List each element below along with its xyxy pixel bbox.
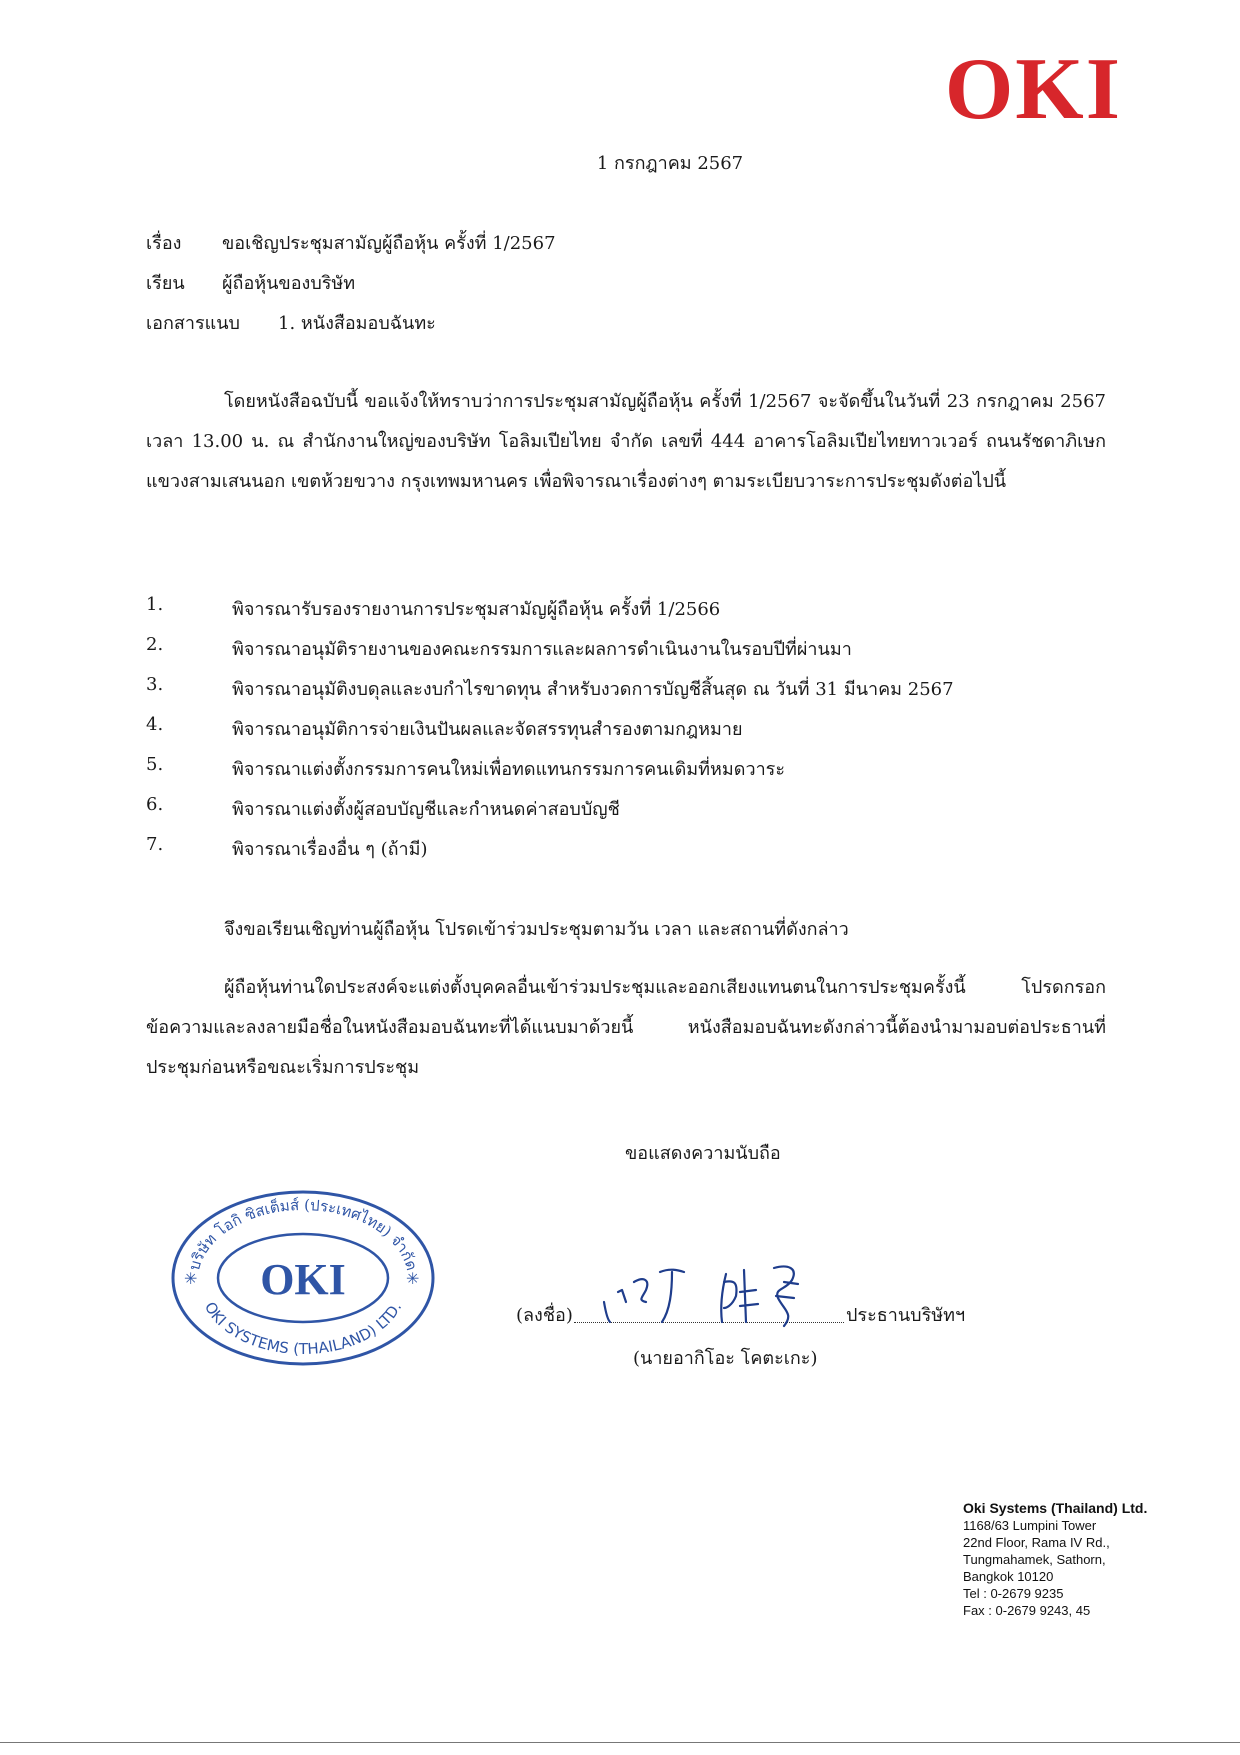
- footer-tel: Tel : 0-2679 9235: [963, 1586, 1064, 1601]
- stamp-top-text: บริษัท โอกิ ซิสเต็มส์ (ประเทศไทย) จำกัด: [185, 1195, 421, 1273]
- footer-address-line: Tungmahamek, Sathorn,: [963, 1552, 1106, 1567]
- attachment-text: 1. หนังสือมอบฉันทะ: [278, 313, 436, 334]
- svg-text:✳: ✳: [406, 1269, 420, 1288]
- agenda-text: พิจารณาเรื่องอื่น ๆ (ถ้ามี): [232, 839, 428, 860]
- company-stamp: [168, 1188, 438, 1368]
- handwritten-signature: [598, 1262, 828, 1332]
- closing-text: ขอแสดงความนับถือ: [625, 1143, 781, 1164]
- footer-fax: Fax : 0-2679 9243, 45: [963, 1603, 1091, 1618]
- agenda-text: พิจารณาแต่งตั้งผู้สอบบัญชีและกำหนดค่าสอบบัญชี: [232, 799, 620, 820]
- agenda-text: พิจารณารับรองรายงานการประชุมสามัญผู้ถือหุ้น ครั้งที่ 1/2566: [232, 599, 721, 620]
- stamp-bottom-text: OKI SYSTEMS (THAILAND) LTD.: [200, 1298, 406, 1359]
- agenda-text: พิจารณาอนุมัติรายงานของคณะกรรมการและผลการดำเนินงานในรอบปีที่ผ่านมา: [232, 639, 852, 660]
- agenda-number: 4.: [146, 714, 164, 735]
- proxy-paragraph: ผู้ถือหุ้นท่านใดประสงค์จะแต่งตั้งบุคคลอื่นเข้าร่วมประชุมและออกเสียงแทนตนในการประชุมครั้งนี้ โปรดกรอกข้อความและลงลายมือชื่อในหนังสือมอบฉันทะที่ได้แนบมาด้วยนี้ หนังสือมอบฉันทะดังกล่าวนี้ต้องนำมามอบต่อประธานที่ประชุมก่อนหรือขณะเริ่มการประชุม: [146, 977, 1106, 1078]
- company-address: [963, 1500, 1203, 1619]
- agenda-number: 7.: [146, 834, 164, 855]
- agenda-number: 6.: [146, 794, 164, 815]
- signatory-name: (นายอากิโอะ โคตะเกะ): [633, 1348, 818, 1369]
- agenda-text: พิจารณาอนุมัติงบดุลและงบกำไรขาดทุน สำหรับงวดการบัญชีสิ้นสุด ณ วันที่ 31 มีนาคม 2567: [232, 679, 954, 700]
- agenda-number: 2.: [146, 634, 164, 655]
- agenda-text: พิจารณาแต่งตั้งกรรมการคนใหม่เพื่อทดแทนกรรมการคนเดิมที่หมดวาระ: [232, 759, 786, 780]
- invitation-text: จึงขอเรียนเชิญท่านผู้ถือหุ้น โปรดเข้าร่วมประชุมตามวัน เวลา และสถานที่ดังกล่าว: [224, 919, 849, 940]
- to-label: เรียน: [146, 273, 185, 294]
- letter-date: 1 กรกฎาคม 2567: [596, 153, 744, 174]
- agenda-number: 5.: [146, 754, 164, 775]
- footer-company: Oki Systems (Thailand) Ltd.: [963, 1500, 1148, 1516]
- footer-address-line: Bangkok 10120: [963, 1569, 1054, 1584]
- to-text: ผู้ถือหุ้นของบริษัท: [222, 273, 356, 294]
- oki-logo: OKI: [944, 41, 1122, 138]
- bottom-divider: [0, 1742, 1240, 1743]
- subject-text: ขอเชิญประชุมสามัญผู้ถือหุ้น ครั้งที่ 1/2567: [222, 233, 556, 254]
- footer-address-line: 22nd Floor, Rama IV Rd.,: [963, 1535, 1110, 1550]
- sign-label: (ลงชื่อ): [516, 1305, 573, 1326]
- agenda-number: 3.: [146, 674, 164, 695]
- intro-paragraph: โดยหนังสือฉบับนี้ ขอแจ้งให้ทราบว่าการประชุมสามัญผู้ถือหุ้น ครั้งที่ 1/2567 จะจัดขึ้นในวันที่ 23 กรกฎาคม 2567 เวลา 13.00 น. ณ สำนักงานใหญ่ของบริษัท โอลิมเปียไทย จำกัด เลขที่ 444 อาคารโอลิมเปียไทยทาวเวอร์ ถนนรัชดาภิเษก แขวงสามเสนนอก เขตห้วยขวาง กรุงเทพมหานคร เพื่อพิจารณาเรื่องต่างๆ ตามระเบียบวาระการประชุมดังต่อไปนี้: [146, 391, 1106, 492]
- agenda-number: 1.: [146, 594, 164, 615]
- stamp-center-text: OKI: [260, 1255, 346, 1304]
- footer-address-line: 1168/63 Lumpini Tower: [963, 1518, 1097, 1533]
- subject-label: เรื่อง: [146, 233, 182, 254]
- attachment-label: เอกสารแนบ: [146, 313, 240, 334]
- agenda-text: พิจารณาอนุมัติการจ่ายเงินปันผลและจัดสรรทุนสำรองตามกฎหมาย: [232, 719, 743, 740]
- svg-text:✳: ✳: [184, 1269, 198, 1288]
- signatory-title: ประธานบริษัทฯ: [846, 1305, 966, 1326]
